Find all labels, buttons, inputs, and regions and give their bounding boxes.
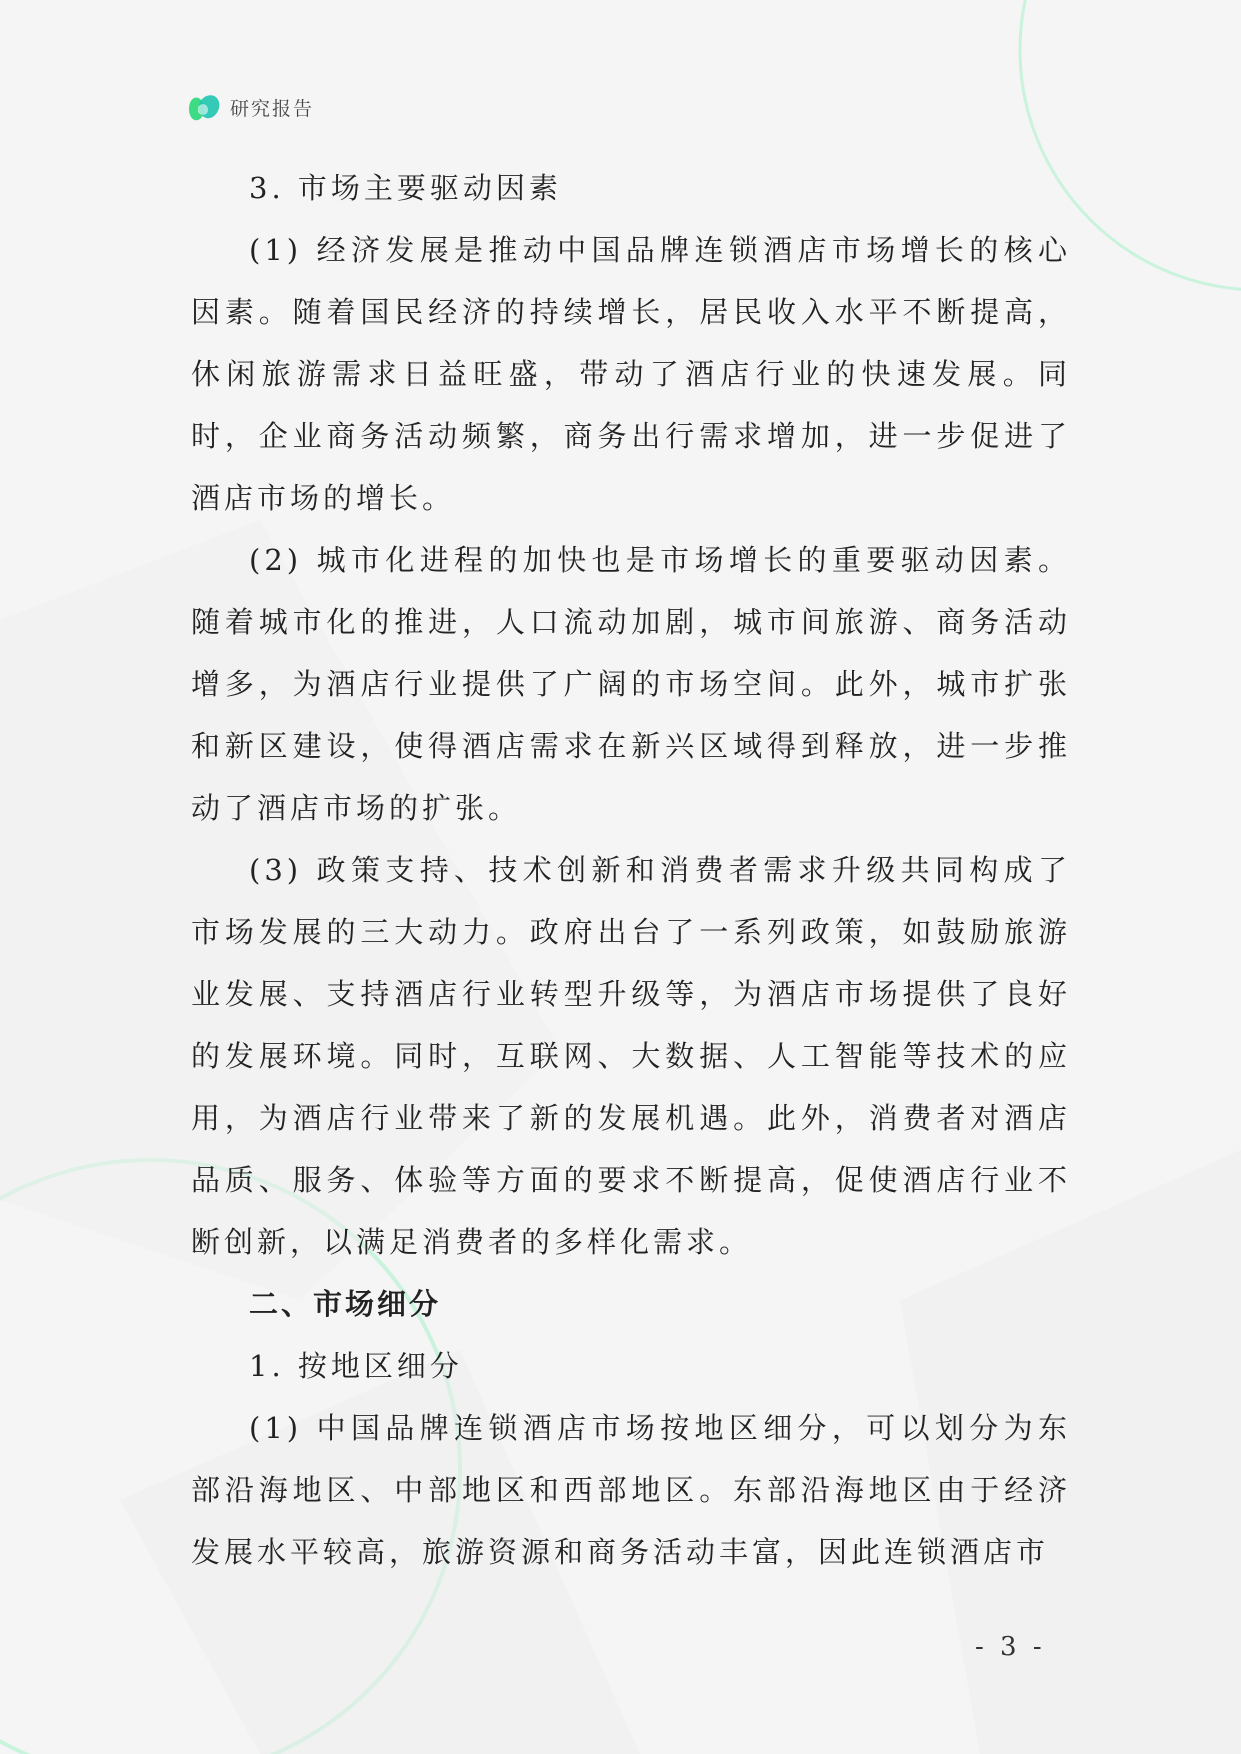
section-heading: 1. 按地区细分	[249, 1349, 463, 1383]
report-header	[186, 90, 314, 124]
chapter-heading: 二、市场细分	[249, 1287, 442, 1321]
document-body	[191, 157, 1071, 1583]
paragraph: (1) 经济发展是推动中国品牌连锁酒店市场增长的核心因素。随着国民经济的持续增长，居民收入水平不断提高，休闲旅游需求日益旺盛，带动了酒店行业的快速发展。同时，企业商务活动频繁，商务出行需求增加，进一步促进了酒店市场的增长。	[191, 233, 1071, 515]
paragraph: (3) 政策支持、技术创新和消费者需求升级共同构成了市场发展的三大动力。政府出台了一系列政策，如鼓励旅游业发展、支持酒店行业转型升级等，为酒店市场提供了良好的发展环境。同时，互联网、大数据、人工智能等技术的应用，为酒店行业带来了新的发展机遇。此外，消费者对酒店品质、服务、体验等方面的要求不断提高，促使酒店行业不断创新，以满足消费者的多样化需求。	[191, 853, 1071, 1259]
brand-logo-icon	[186, 90, 222, 124]
section-heading: 3. 市场主要驱动因素	[249, 171, 562, 205]
paragraph: (2) 城市化进程的加快也是市场增长的重要驱动因素。随着城市化的推进，人口流动加剧，城市间旅游、商务活动增多，为酒店行业提供了广阔的市场空间。此外，城市扩张和新区建设，使得酒店需求在新兴区域得到释放，进一步推动了酒店市场的扩张。	[191, 543, 1071, 825]
header-title: 研究报告	[230, 97, 315, 120]
paragraph: (1) 中国品牌连锁酒店市场按地区细分，可以划分为东部沿海地区、中部地区和西部地区。东部沿海地区由于经济发展水平较高，旅游资源和商务活动丰富，因此连锁酒店市	[191, 1411, 1071, 1569]
page-number: - 3 -	[975, 1632, 1046, 1662]
